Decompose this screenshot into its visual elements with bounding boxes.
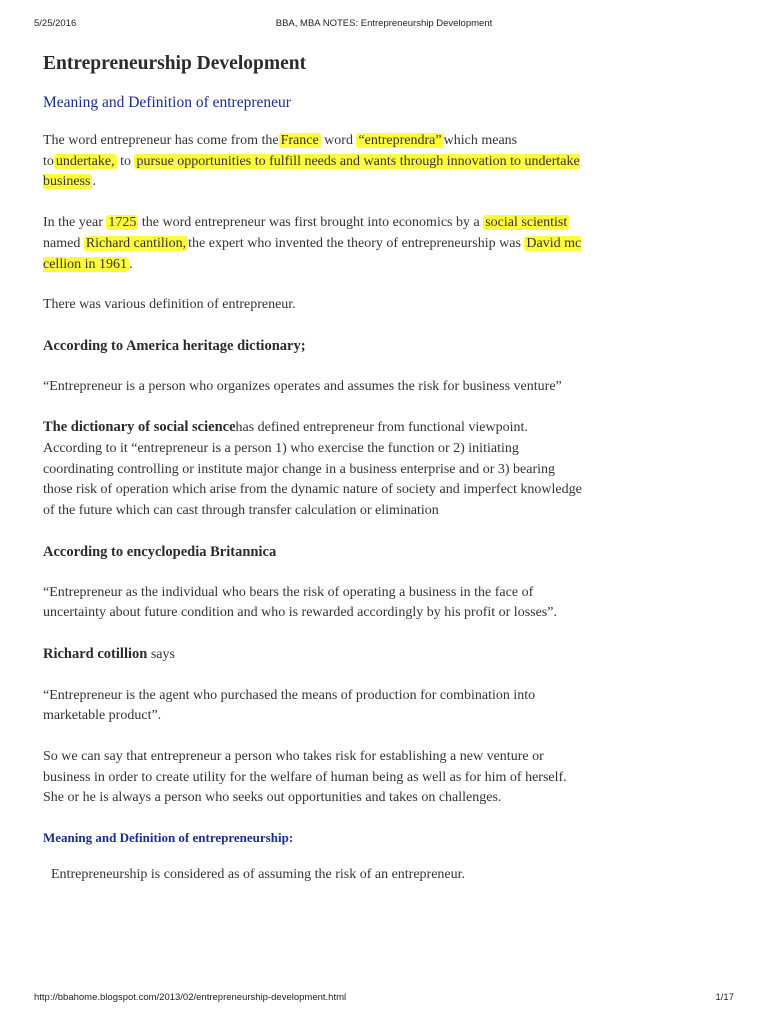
highlight: France xyxy=(280,133,319,148)
highlight: Richard cantilion, xyxy=(85,235,187,251)
paragraph-summary: So we can say that entrepreneur a person who takes risk for establishing a new venture or business in order to create utility for the welfare of human being as well as for him of herself. She or he is always a person who seeks out opportunities and takes on challenges. xyxy=(43,749,567,806)
highlight: 1725 xyxy=(108,215,137,231)
paragraph-entrepreneurship: Entrepreneurship is considered as of assuming the risk of an entrepreneur. xyxy=(51,867,466,883)
paragraph-cotillion: Richard cotillion says xyxy=(43,645,175,662)
highlight: “entreprendra” xyxy=(358,133,442,148)
quote-britannica: “Entrepreneur as the individual who bears the risk of operating a business in the face of uncertainty about future condition and who is rewarded accordingly by his profit or losses”. xyxy=(43,584,557,621)
article-title: Entrepreneurship Development xyxy=(43,53,307,74)
subheading-britannica: According to encyclopedia Britannica xyxy=(43,543,277,560)
quote-heritage: “Entrepreneur is a person who organizes operates and assumes the risk for business venture” xyxy=(43,378,562,394)
article-content xyxy=(43,51,583,886)
highlight: David mc cellion in 1961 xyxy=(43,235,582,272)
print-url: http://bbahome.blogspot.com/2013/02/entrepreneurship-development.html xyxy=(34,992,347,1003)
section-heading-entrepreneurship: Meaning and Definition of entrepreneurship: xyxy=(43,830,294,846)
print-page-title: BBA, MBA NOTES: Entrepreneurship Development xyxy=(275,18,493,29)
highlight: undertake, xyxy=(55,153,115,169)
paragraph-origin: The word entrepreneur has come from the France word “entreprendra” which means to undertake, to pursue opportunities to fulfill needs and wants through innovation to undertake business . xyxy=(43,133,580,190)
bold-cotillion: Richard cotillion xyxy=(43,645,148,662)
bold-social-science: The dictionary of social science xyxy=(43,419,236,436)
print-date: 5/25/2016 xyxy=(34,18,77,29)
highlight: social scientist xyxy=(485,215,568,231)
highlight: pursue opportunities to fulfill needs and wants through innovation to undertake business xyxy=(43,153,580,190)
print-page-number: 1/17 xyxy=(715,992,734,1003)
paragraph-definitions-intro: There was various definition of entrepreneur. xyxy=(43,297,296,313)
print-header xyxy=(34,18,734,32)
paragraph-history: In the year 1725 the word entrepreneur was first brought into economics by a social scientist named Richard cantilion, the expert who invented the theory of entrepreneurship was David mc cellion in 1961 . xyxy=(43,215,582,272)
print-footer xyxy=(34,992,734,1006)
quote-cotillion: “Entrepreneur is the agent who purchased the means of production for combination into marketable product”. xyxy=(43,687,536,724)
section-heading-entrepreneur: Meaning and Definition of entrepreneur xyxy=(43,94,291,111)
paragraph-social-science: The dictionary of social sciencehas defined entrepreneur from functional viewpoint. According to it “entrepreneur is a person 1) who exercise the function or 2) initiating coordinating controlling or institute major change in a business enterprise and or 3) bearing those risk of operation which arise from the dynamic nature of society and imperfect knowledge of the future which can cast through transfer calculation or elimination xyxy=(43,419,582,519)
subheading-heritage: According to America heritage dictionary; xyxy=(43,337,306,354)
